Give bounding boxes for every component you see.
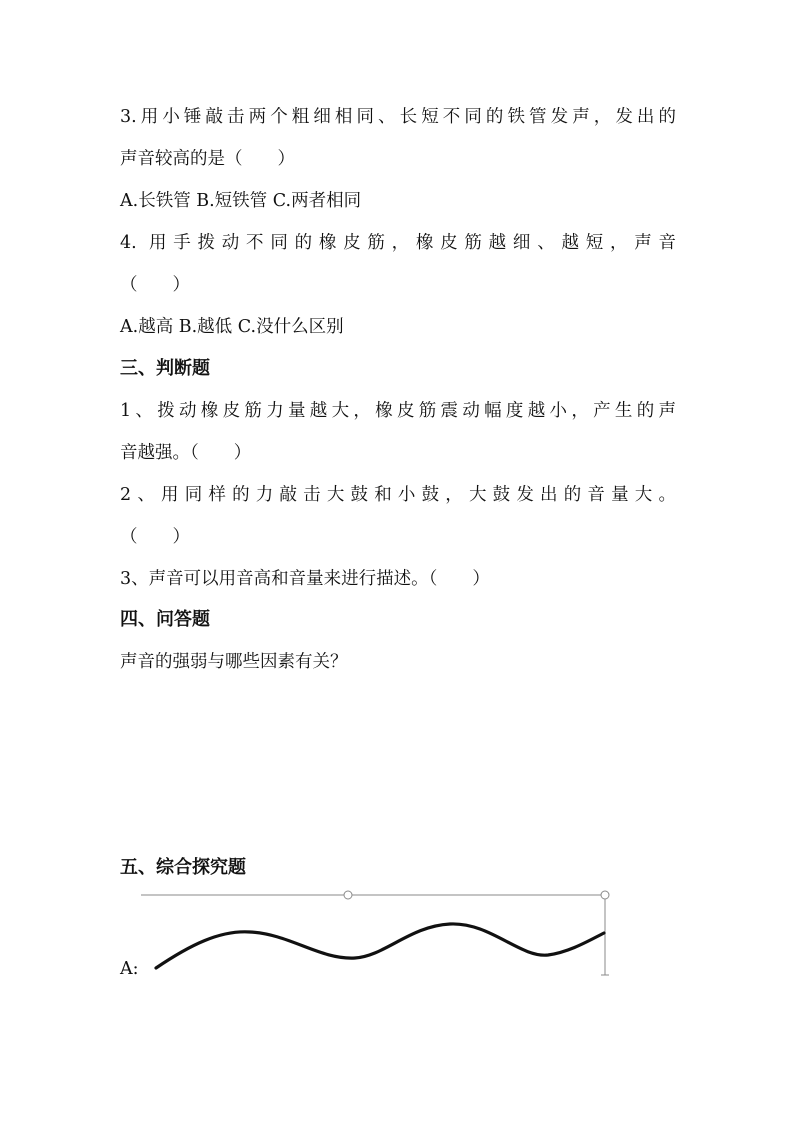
- q3-text-line2: 声音较高的是（ ）: [120, 149, 295, 169]
- resize-handle-corner[interactable]: [601, 891, 609, 899]
- image-frame: [141, 891, 609, 975]
- judge-item-2-line1: 2、用同样的力敲击大鼓和小鼓，大鼓发出的音量大。: [120, 485, 676, 505]
- judge-item-1-line1: 1、拨动橡皮筋力量越大，橡皮筋震动幅度越小，产生的声: [120, 401, 676, 421]
- judge-item-3: 3、声音可以用音高和音量来进行描述。（ ）: [120, 569, 490, 589]
- resize-handle-top[interactable]: [344, 891, 352, 899]
- section3-title: 三、判断题: [120, 358, 210, 379]
- judge-item-1-line2: 音越强。（ ）: [120, 443, 252, 463]
- wave-label: A:: [120, 959, 139, 979]
- q3-text-line1: 3.用小锤敲击两个粗细相同、长短不同的铁管发声，发出的: [120, 107, 676, 127]
- sound-wave-line: [156, 924, 604, 968]
- q3-options: A.长铁管 B.短铁管 C.两者相同: [120, 191, 362, 211]
- judge-item-2-line2: （ ）: [120, 527, 190, 547]
- section4-question: 声音的强弱与哪些因素有关？: [120, 652, 348, 672]
- q4-text-line2: （ ）: [120, 275, 190, 295]
- section5-title: 五、综合探究题: [120, 857, 246, 878]
- q4-text-line1: 4. 用手拨动不同的橡皮筋，橡皮筋越细、越短，声音: [120, 233, 676, 253]
- section4-title: 四、问答题: [120, 609, 210, 630]
- q4-options: A.越高 B.越低 C.没什么区别: [120, 317, 344, 337]
